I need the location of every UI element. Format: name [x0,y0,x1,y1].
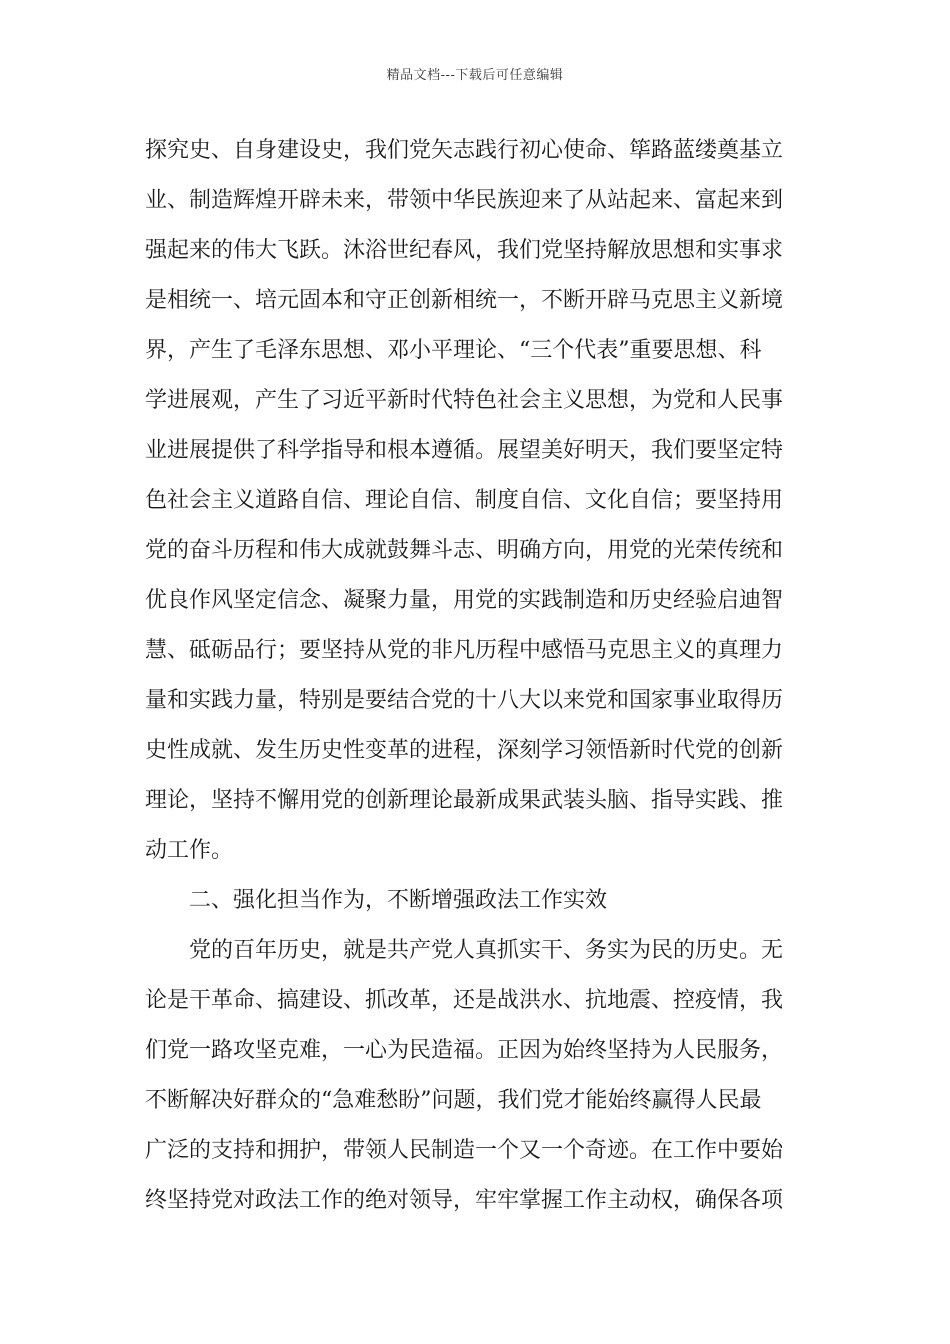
text-line: 党的奋斗历程和伟大成就鼓舞斗志、明确方向，用党的光荣传统和 [145,538,784,563]
document-body [145,126,815,1226]
text-line: 不断解决好群众的“急难愁盼”问题，我们党才能始终赢得人民最 [145,1088,762,1113]
text-line: 史性成就、发生历史性变革的进程，深刻学习领悟新时代党的创新 [145,738,784,763]
text-line: 理论，坚持不懈用党的创新理论最新成果武装头脑、指导实践、推 [145,788,784,813]
text-line: 业进展提供了科学指导和根本遵循。展望美好明天，我们要坚定特 [145,438,784,463]
text-line: 终坚持党对政法工作的绝对领导，牢牢掌握工作主动权，确保各项 [145,1188,784,1213]
text-line: 优良作风坚定信念、凝聚力量，用党的实践制造和历史经验启迪智 [145,588,784,613]
text-line: 党的百年历史，就是共产党人真抓实干、务实为民的历史。无 [189,938,784,963]
text-line: 论是干革命、搞建设、抓改革，还是战洪水、抗地震、控疫情，我 [145,988,784,1013]
text-line: 动工作。 [145,838,234,863]
page-header: 精品文档---下载后可任意编辑 [386,68,564,83]
text-line: 强起来的伟大飞跃。沐浴世纪春风，我们党坚持解放思想和实事求 [145,238,784,263]
text-line: 是相统一、培元固本和守正创新相统一，不断开辟马克思主义新境 [145,288,784,313]
text-line: 业、制造辉煌开辟未来，带领中华民族迎来了从站起来、富起来到 [145,188,784,213]
text-line: 广泛的支持和拥护，带领人民制造一个又一个奇迹。在工作中要始 [145,1138,784,1163]
text-line: 探究史、自身建设史，我们党矢志践行初心使命、筚路蓝缕奠基立 [145,138,784,163]
text-line: 界，产生了毛泽东思想、邓小平理论、“三个代表”重要思想、科 [145,338,762,363]
text-line: 学进展观，产生了习近平新时代特色社会主义思想，为党和人民事 [145,388,784,413]
text-line: 色社会主义道路自信、理论自信、制度自信、文化自信；要坚持用 [145,488,784,513]
text-line: 们党一路攻坚克难，一心为民造福。正因为始终坚持为人民服务， [145,1038,784,1063]
text-line: 慧、砥砺品行；要坚持从党的非凡历程中感悟马克思主义的真理力 [145,638,784,663]
text-line: 二、强化担当作为，不断增强政法工作实效 [189,888,608,913]
text-line: 量和实践力量，特别是要结合党的十八大以来党和国家事业取得历 [145,688,784,713]
